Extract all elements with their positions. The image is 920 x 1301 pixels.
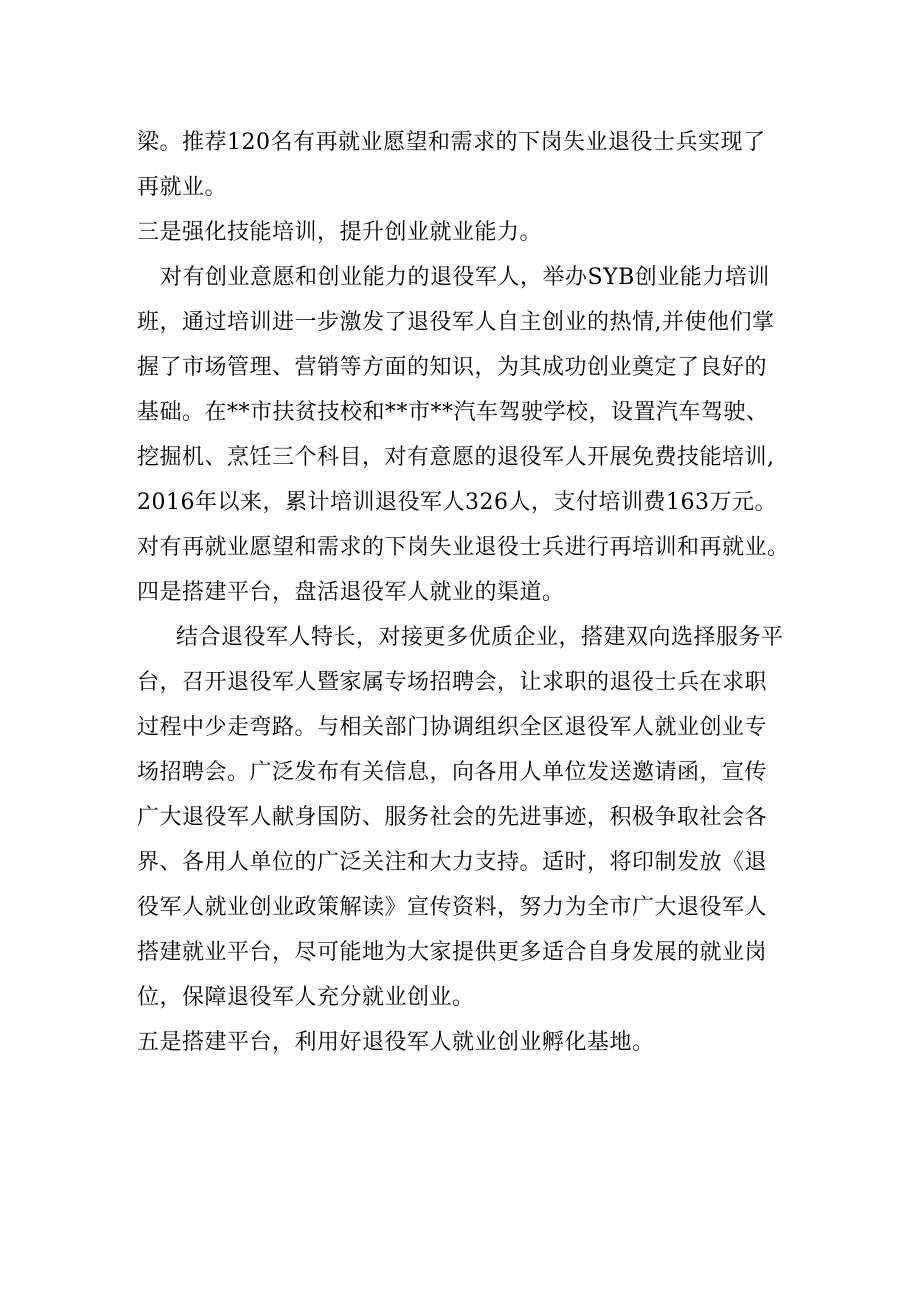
- text-line: 挖掘机、烹饪三个科目，对有意愿的退役军人开展免费技能培训,: [137, 445, 775, 470]
- text-line: 界、各用人单位的广泛关注和大力支持。适时，将印制发放《退: [137, 850, 768, 875]
- text-line: 基础。在**市扶贫技校和**市**汽车驾驶学校，设置汽车驾驶、: [137, 400, 769, 425]
- text-line: 过程中少走弯路。与相关部门协调组织全区退役军人就业创业专: [137, 715, 768, 740]
- text-line: 广大退役军人献身国防、服务社会的先进事迹，积极争取社会各: [137, 805, 768, 830]
- text-line: 对有再就业愿望和需求的下岗失业退役士兵进行再培训和再就业。: [137, 535, 790, 560]
- section-heading: 五是搭建平台，利用好退役军人就业创业孵化基地。: [137, 1030, 655, 1055]
- text-line: 搭建就业平台，尽可能地为大家提供更多适合自身发展的就业岗: [137, 940, 768, 965]
- text-line: 台，召开退役军人暨家属专场招聘会，让求职的退役士兵在求职: [137, 670, 768, 695]
- text-line: 对有创业意愿和创业能力的退役军人，举办SYB创业能力培训: [160, 265, 770, 290]
- text-line: 握了市场管理、营销等方面的知识，为其成功创业奠定了良好的: [137, 355, 768, 380]
- section-heading: 四是搭建平台，盘活退役军人就业的渠道。: [137, 580, 565, 605]
- text-line: 梁。推荐120名有再就业愿望和需求的下岗失业退役士兵实现了: [137, 130, 766, 155]
- text-line: 班，通过培训进一步激发了退役军人自主创业的热情,并使他们掌: [137, 310, 775, 335]
- text-line: 场招聘会。广泛发布有关信息，向各用人单位发送邀请函，宣传: [137, 760, 768, 785]
- text-line: 结合退役军人特长，对接更多优质企业，搭建双向选择服务平: [176, 625, 784, 650]
- text-line: 位，保障退役军人充分就业创业。: [137, 985, 475, 1010]
- text-line: 再就业。: [137, 175, 228, 200]
- text-line: 役军人就业创业政策解读》宣传资料，努力为全市广大退役军人: [137, 895, 768, 920]
- section-heading: 三是强化技能培训，提升创业就业能力。: [137, 220, 543, 245]
- text-line: 2016年以来，累计培训退役军人326人，支付培训费163万元。: [137, 490, 777, 515]
